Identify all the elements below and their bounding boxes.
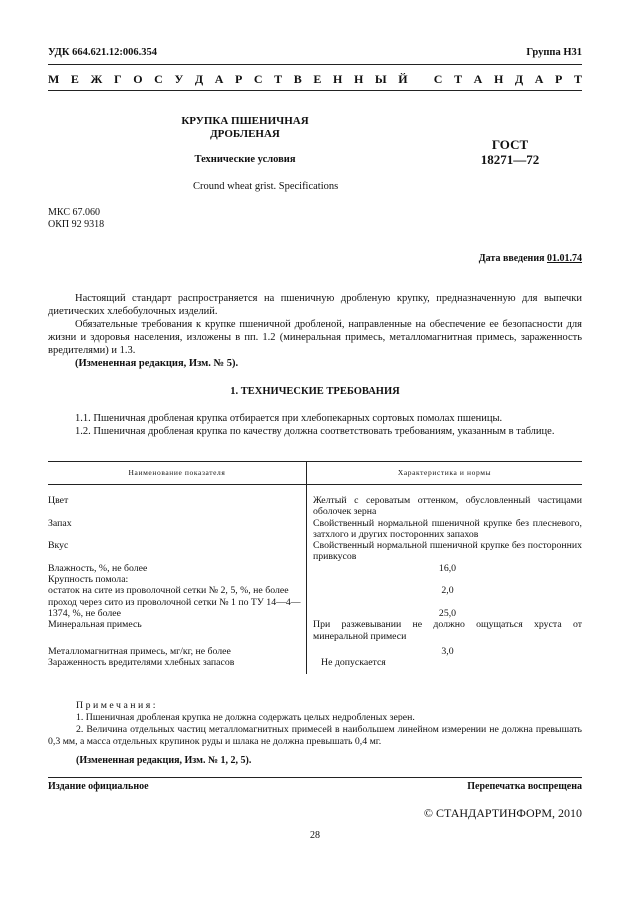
table-row bbox=[48, 485, 582, 518]
intro-paragraph-1: Настоящий стандарт распространяется на пшеничную дробленую крупку, предназначенную для выпечки диетических хлебобулочных изделий. bbox=[48, 293, 582, 317]
table-row bbox=[48, 540, 582, 563]
row-name-sieve-pass: проход через сито из проволочной сетки № 1 по ТУ 14—4—1374, %, не более bbox=[48, 597, 307, 620]
page-number: 28 bbox=[310, 830, 320, 841]
row-value-moisture: 16,0 bbox=[438, 562, 457, 574]
heading-letter: Ы bbox=[374, 72, 387, 86]
mks-code: МКС 67.060 bbox=[48, 207, 100, 218]
row-name-moisture: Влажность, %, не более bbox=[48, 563, 307, 574]
table-row bbox=[48, 585, 582, 596]
table-row bbox=[48, 563, 582, 574]
table-notes bbox=[48, 700, 582, 748]
heading-letter: У bbox=[174, 72, 184, 86]
notes-amendment: (Измененная редакция, Изм. № 1, 2, 5). bbox=[76, 755, 252, 766]
gost-code: 18271—72 bbox=[480, 152, 540, 167]
heading-letter: В bbox=[293, 72, 302, 86]
row-name-grind-size: Крупность помола: bbox=[48, 574, 307, 585]
udk-code: УДК 664.621.12:006.354 bbox=[48, 47, 157, 58]
table-header-norms: Характеристика и нормы bbox=[307, 462, 583, 485]
heading-letter: Е bbox=[313, 72, 322, 86]
date-value: 01.01.74 bbox=[547, 253, 582, 264]
classification-codes bbox=[48, 207, 104, 231]
okp-code: ОКП 92 9318 bbox=[48, 219, 105, 230]
section-paragraph-1: 1.1. Пшеничная дробленая крупка отбирается при хлебопекарных сортовых помолах пшеницы. bbox=[75, 413, 503, 424]
heading-letter bbox=[419, 72, 422, 87]
row-value-color: Желтый с сероватым оттенком, обусловленный частицами оболочек зерна bbox=[313, 495, 582, 518]
copyright: © СТАНДАРТИНФОРМ, 2010 bbox=[423, 806, 582, 820]
table-row bbox=[48, 646, 582, 657]
row-value-smell: Свойственный нормальной пшеничной крупке без плесневого, затхлого и других посторонних запахов bbox=[313, 517, 582, 540]
table-row bbox=[48, 619, 582, 646]
heading-letter: Н bbox=[353, 72, 364, 86]
row-value-taste: Свойственный нормальной пшеничной крупке без посторонних привкусов bbox=[313, 540, 582, 563]
notes-heading: Примечания: bbox=[76, 700, 159, 711]
heading-letter: Р bbox=[234, 72, 243, 86]
intro-paragraph-2: Обязательные требования к крупке пшеничной дробленой, направленные на обеспечение ее безопасности для жизни и здоровья населения, изложены в пп. 1.2 (минеральная примесь, металломагнитная примесь, зараженность вредителями) и 1.3. bbox=[48, 319, 582, 356]
section-text bbox=[48, 412, 582, 438]
footer-rule bbox=[48, 777, 582, 778]
heading-letter: А bbox=[214, 72, 224, 86]
row-name-taste: Вкус bbox=[48, 540, 307, 563]
heading-letter: Т bbox=[573, 72, 582, 86]
row-value-mineral-impurity: При разжевывании не должно ощущаться хруста от минеральной примеси bbox=[313, 619, 582, 642]
gost-label: ГОСТ bbox=[491, 137, 529, 152]
heading-letter: С bbox=[433, 72, 443, 86]
row-value-sieve-pass: 25,0 bbox=[438, 607, 457, 619]
document-title bbox=[120, 115, 370, 141]
row-value-sieve-residue: 2,0 bbox=[441, 585, 454, 597]
row-name-sieve-residue: остаток на сите из проволочной сетки № 2, 5, %, не более bbox=[48, 585, 307, 596]
section-title: 1. ТЕХНИЧЕСКИЕ ТРЕБОВАНИЯ bbox=[230, 386, 400, 397]
interstate-standard-heading bbox=[48, 72, 582, 87]
english-title: Cround wheat grist. Specifications bbox=[193, 181, 339, 192]
heading-letter: Д bbox=[514, 72, 524, 86]
table-row bbox=[48, 518, 582, 541]
note-1: 1. Пшеничная дробленая крупка не должна содержать целых недробленых зерен. bbox=[76, 712, 415, 723]
heading-letter: Н bbox=[333, 72, 343, 86]
section-paragraph-2: 1.2. Пшеничная дробленая крупка по качеству должна соответствовать требованиям, указанным в таблице. bbox=[75, 426, 555, 437]
note-2: 2. Величина отдельных частиц металломагнитных примесей в наибольшем линейном измерении не должна превышать 0,3 мм, а масса отдельных крупинок руды и шлака не должна превышать 0,4 мг. bbox=[48, 724, 582, 747]
heading-letter: О bbox=[133, 72, 143, 86]
title-line-2: ДРОБЛЕНАЯ bbox=[210, 128, 280, 140]
document-subtitle: Технические условия bbox=[194, 154, 296, 165]
intro-amendment: (Измененная редакция, Изм. № 5). bbox=[75, 358, 239, 369]
header-rule-top bbox=[48, 64, 582, 65]
table-header-indicator: Наименование показателя bbox=[48, 462, 307, 485]
row-value-metallomagnetic: 3,0 bbox=[441, 645, 454, 657]
row-name-metallomagnetic: Металломагнитная примесь, мг/кг, не более bbox=[48, 646, 307, 657]
heading-letter: Р bbox=[555, 72, 563, 86]
heading-letter: Д bbox=[194, 72, 204, 86]
intro-text bbox=[48, 292, 582, 370]
row-name-smell: Запах bbox=[48, 518, 307, 541]
table-row bbox=[48, 657, 582, 674]
requirements-table bbox=[48, 461, 582, 674]
heading-letter: А bbox=[473, 72, 483, 86]
heading-letter: С bbox=[154, 72, 163, 86]
row-value-pest-infestation: Не допускается bbox=[321, 657, 386, 669]
introduction-date bbox=[479, 253, 582, 264]
official-edition: Издание официальное bbox=[48, 781, 149, 792]
heading-letter: Й bbox=[398, 72, 408, 86]
row-name-mineral-impurity: Минеральная примесь bbox=[48, 619, 307, 646]
heading-letter: Т bbox=[274, 72, 283, 86]
heading-letter: А bbox=[534, 72, 544, 86]
group-code: Группа Н31 bbox=[526, 47, 582, 58]
heading-letter: М bbox=[48, 72, 60, 86]
title-line-1: КРУПКА ПШЕНИЧНАЯ bbox=[181, 115, 309, 127]
date-label: Дата введения bbox=[478, 253, 547, 264]
gost-number bbox=[470, 137, 550, 167]
heading-letter: Е bbox=[70, 72, 79, 86]
heading-letter: Ж bbox=[90, 72, 103, 86]
heading-letter: Н bbox=[493, 72, 504, 86]
table-row bbox=[48, 597, 582, 620]
table-row bbox=[48, 574, 582, 585]
heading-letter: Т bbox=[454, 72, 463, 86]
table-header-row bbox=[48, 462, 582, 485]
reprint-prohibited: Перепечатка воспрещена bbox=[467, 781, 582, 792]
row-name-color: Цвет bbox=[48, 485, 307, 518]
header-rule-bottom bbox=[48, 90, 582, 91]
heading-letter: С bbox=[253, 72, 263, 86]
row-name-pest-infestation: Зараженность вредителями хлебных запасов bbox=[48, 657, 307, 674]
heading-letter: Г bbox=[114, 72, 122, 86]
